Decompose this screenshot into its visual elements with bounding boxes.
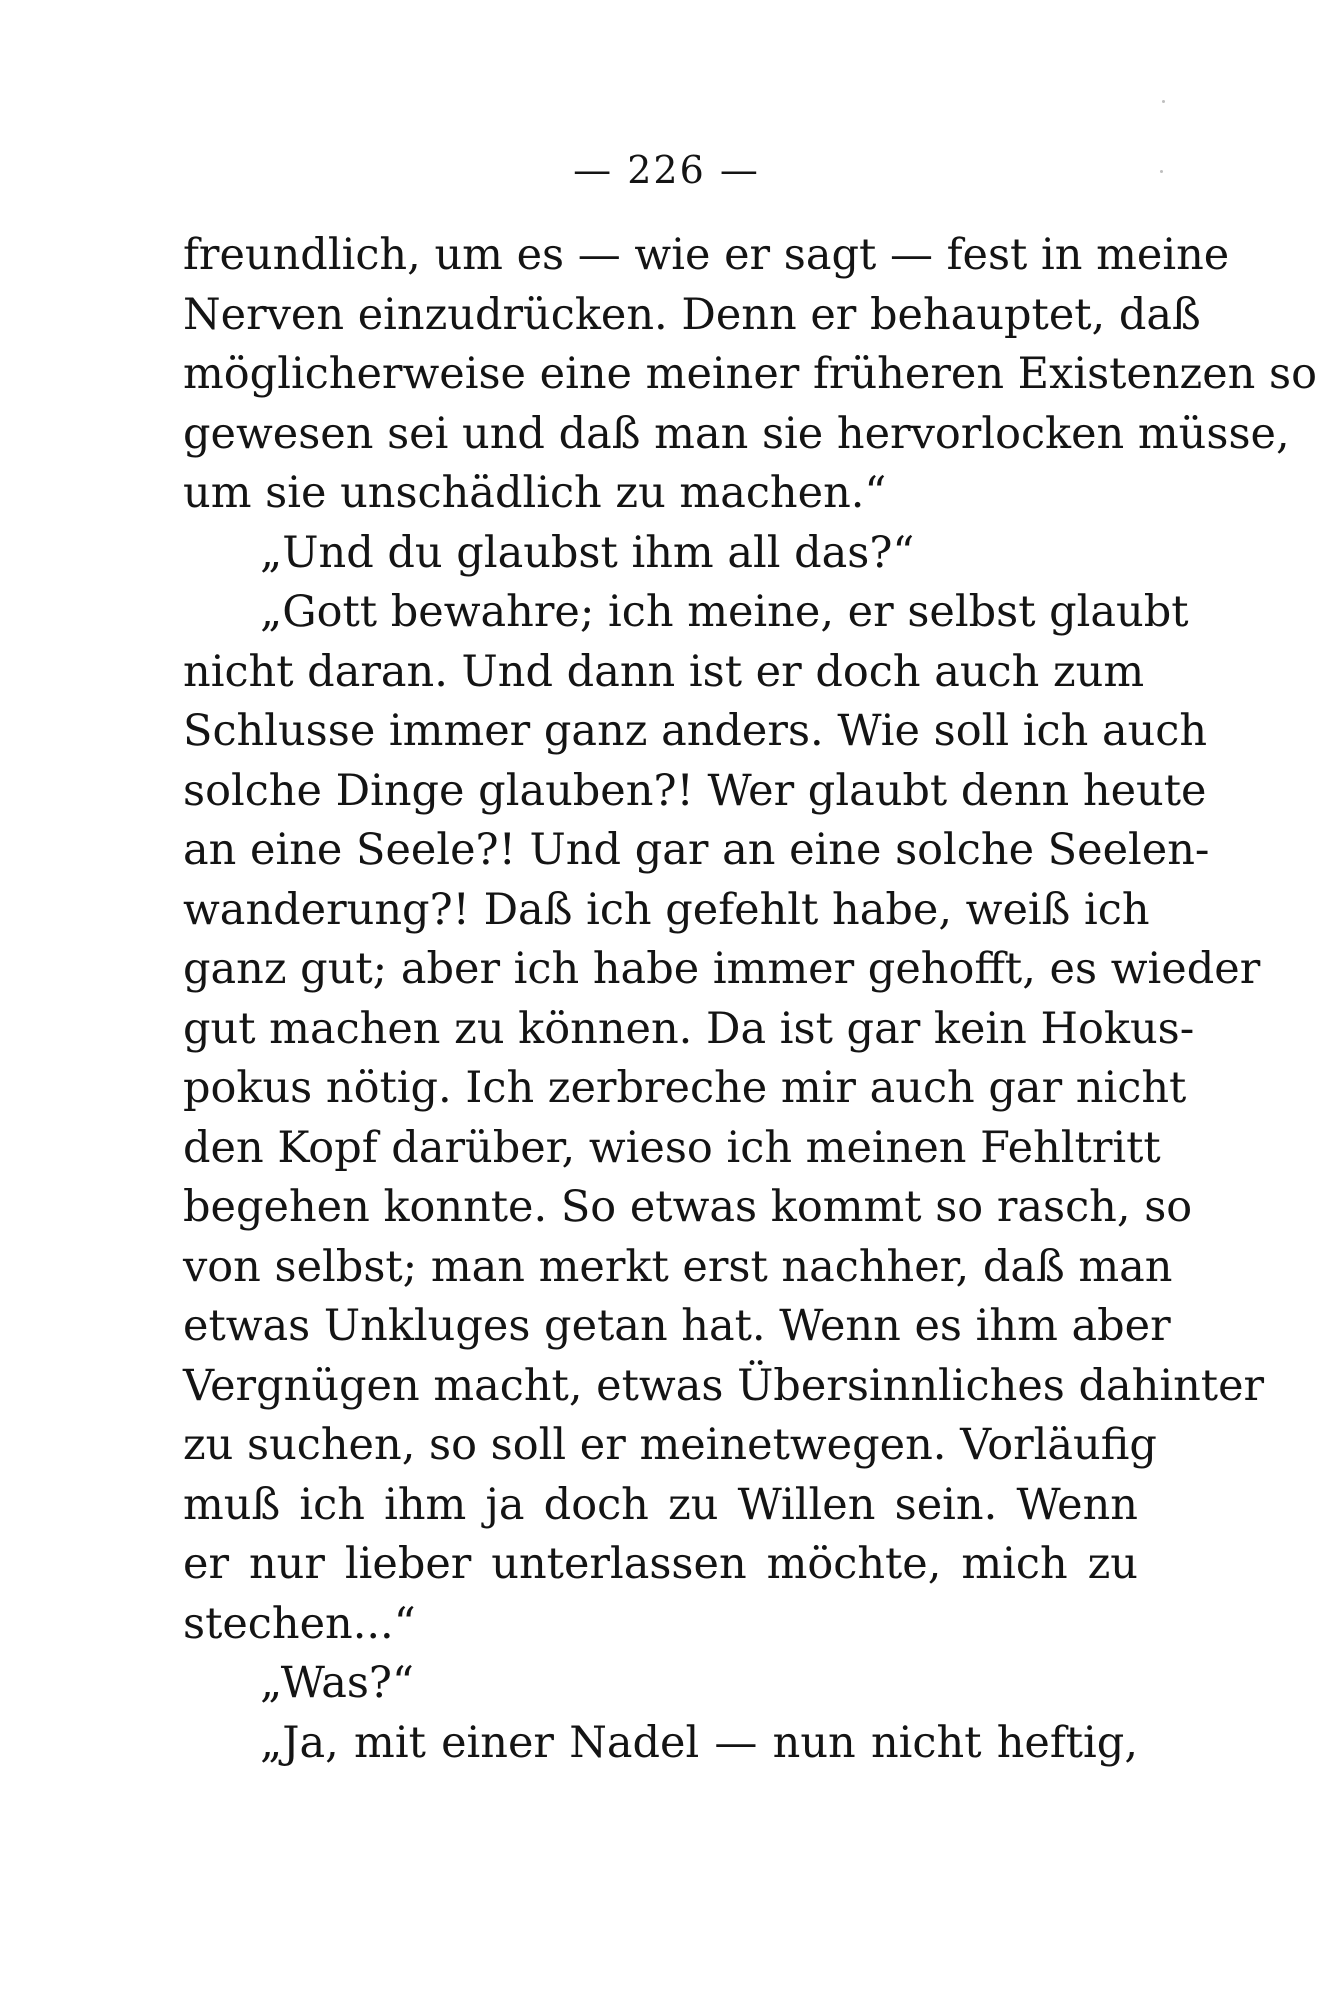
body-text bbox=[183, 226, 1317, 1773]
text-line: von selbst; man merkt erst nachher, daß man bbox=[183, 1241, 1173, 1292]
text-line: pokus nötig. Ich zerbreche mir auch gar nicht bbox=[183, 1063, 1187, 1113]
text-line: freundlich, um es — wie er sagt — fest in meine bbox=[183, 230, 1230, 280]
text-line: Schlusse immer ganz anders. Wie soll ich auch bbox=[183, 706, 1208, 756]
text-line: stechen...“ bbox=[183, 1598, 416, 1649]
text-line: den Kopf darüber, wieso ich meinen Fehltritt bbox=[183, 1122, 1161, 1173]
text-line: nicht daran. Und dann ist er doch auch zum bbox=[183, 646, 1145, 697]
page-number: — 226 — bbox=[573, 148, 760, 192]
text-line: gut machen zu können. Da ist gar kein Hokus- bbox=[183, 1003, 1195, 1054]
text-line: begehen konnte. So etwas kommt so rasch, so bbox=[183, 1182, 1193, 1232]
text-line: „Ja, mit einer Nadel — nun nicht heftig, bbox=[260, 1717, 1138, 1768]
text-line: gewesen sei und daß man sie hervorlocken müsse, bbox=[183, 408, 1290, 459]
text-line: ganz gut; aber ich habe immer gehofft, es wieder bbox=[183, 944, 1261, 994]
text-line: Nerven einzudrücken. Denn er behauptet, daß bbox=[183, 289, 1201, 340]
text-line: solche Dinge glauben?! Wer glaubt denn heute bbox=[183, 765, 1207, 816]
text-line: Vergnügen macht, etwas Übersinnliches dahinter bbox=[183, 1360, 1265, 1411]
text-line: um sie unschädlich zu machen.“ bbox=[183, 468, 887, 518]
text-line: an eine Seele?! Und gar an eine solche Seelen- bbox=[183, 825, 1210, 875]
text-line: möglicherweise eine meiner früheren Existenzen so bbox=[183, 349, 1317, 399]
text-line: „Gott bewahre; ich meine, er selbst glaubt bbox=[260, 587, 1189, 637]
text-line: „Was?“ bbox=[260, 1658, 414, 1708]
text-line: etwas Unkluges getan hat. Wenn es ihm aber bbox=[183, 1301, 1171, 1351]
text-line: muß ich ihm ja doch zu Willen sein. Wenn bbox=[183, 1479, 1138, 1530]
scan-speck bbox=[1162, 100, 1165, 103]
text-line: wanderung?! Daß ich gefehlt habe, weiß ich bbox=[183, 884, 1150, 935]
text-line: „Und du glaubst ihm all das?“ bbox=[260, 527, 915, 578]
text-line: zu suchen, so soll er meinetwegen. Vorläufig bbox=[183, 1420, 1157, 1470]
text-line: er nur lieber unterlassen möchte, mich zu bbox=[183, 1539, 1138, 1589]
